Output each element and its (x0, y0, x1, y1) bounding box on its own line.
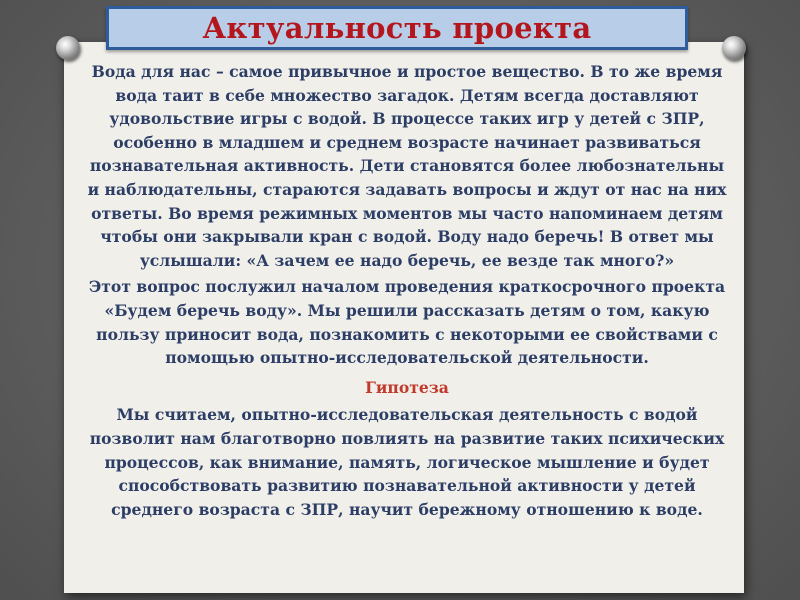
paragraph-project: Этот вопрос послужил началом проведения краткосрочного проекта «Будем беречь воду». Мы решили рассказать детям о том, какую пользу приносит вода, познакомить с некоторыми ее свойствами с помощью опытно-исследовательской деятельности. (88, 277, 726, 368)
pushpin-icon (722, 36, 746, 60)
pushpin-icon (56, 36, 80, 60)
slide-content (84, 60, 730, 521)
paragraph-hypothesis: Мы считаем, опытно-исследовательская деятельность с водой позволит нам благотворно повлиять на развитие таких психических процессов, как внимание, память, логическое мышление и будет способствовать развитию познавательной активности у детей среднего возраста с ЗПР, научит бережному отношению к воде. (89, 405, 725, 519)
slide-title: Актуальность проекта (202, 11, 592, 45)
hypothesis-heading: Гипотеза (365, 377, 449, 397)
title-banner (106, 6, 688, 50)
paragraph-relevance: Вода для нас – самое привычное и простое вещество. В то же время вода таит в себе множество загадок. Детям всегда доставляют удовольствие игры с водой. В процессе таких игр у детей с ЗПР, особенно в младшем и среднем возрасте начинает развиваться познавательная активность. Дети становятся более любознательны и наблюдательны, стараются задавать вопросы и ждут от нас на них ответы. Во время режимных моментов мы часто напоминаем детям чтобы они закрывали кран с водой. Воду надо беречь! В ответ мы услышали: «А зачем ее надо беречь, ее везде так много?» (87, 62, 727, 270)
